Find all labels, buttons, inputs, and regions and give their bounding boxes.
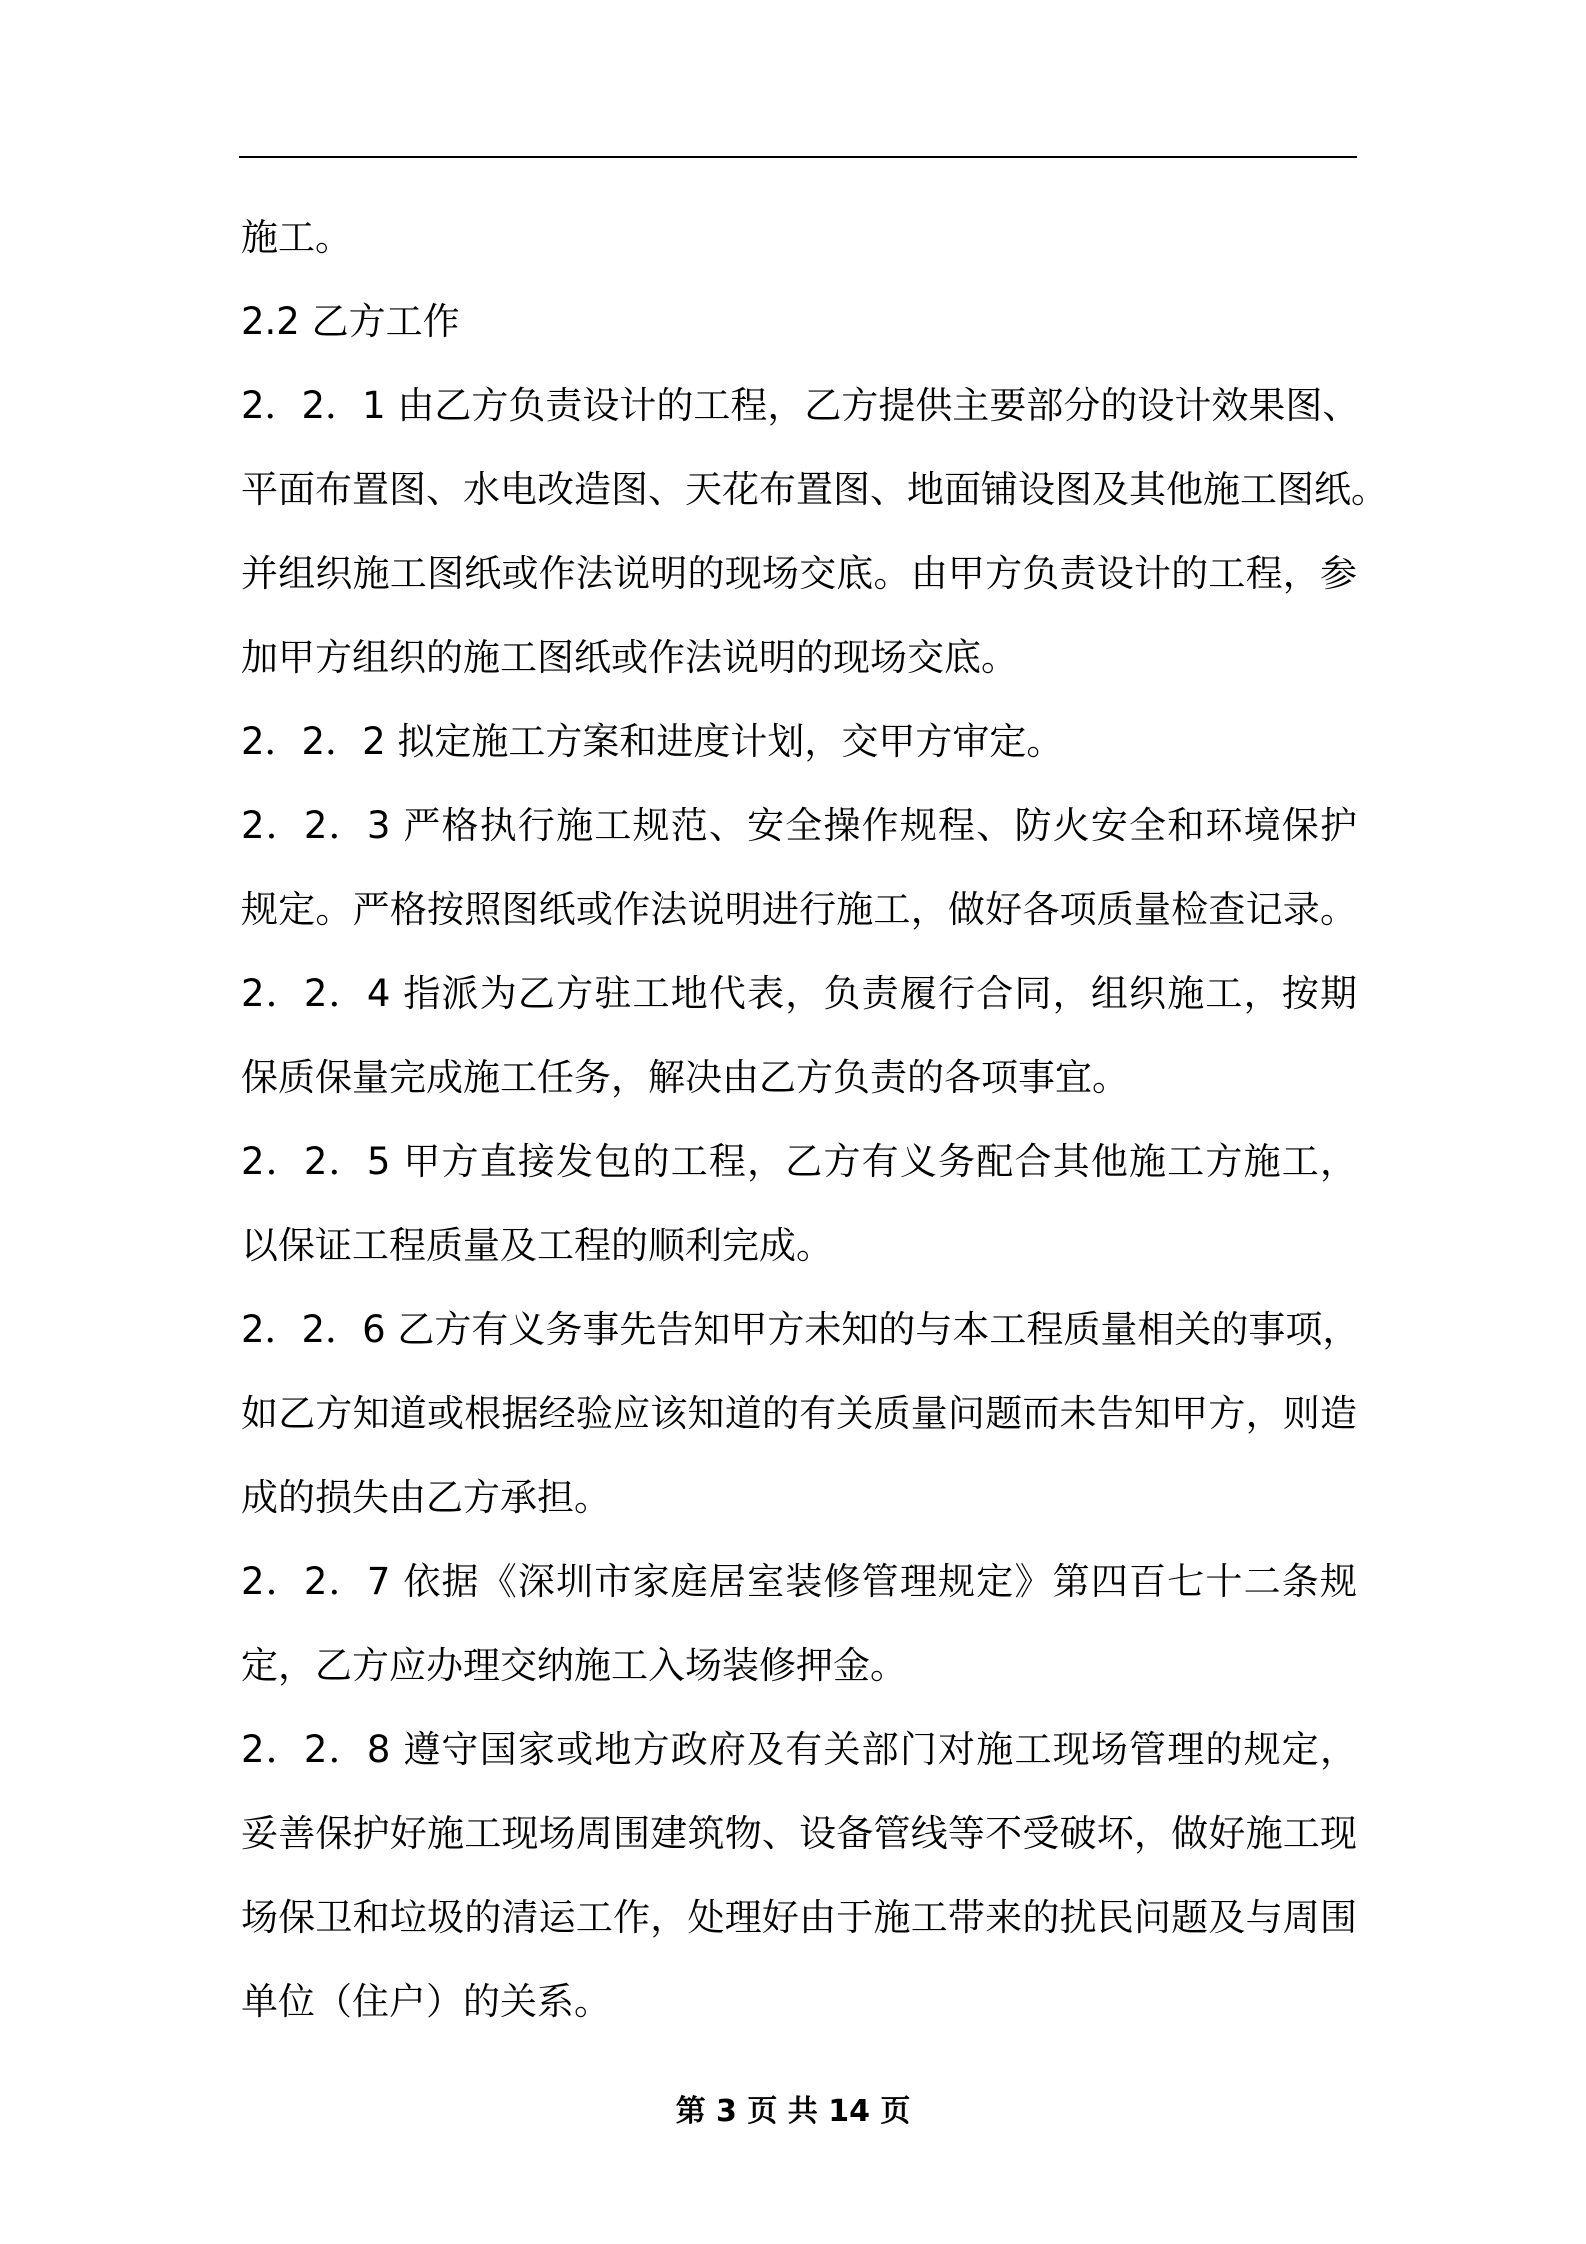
text-line: 加甲方组织的施工图纸或作法说明的现场交底。 bbox=[241, 636, 1018, 679]
document-body bbox=[241, 196, 1388, 2044]
text-line: 以保证工程质量及工程的顺利完成。 bbox=[241, 1224, 833, 1267]
text-line: 2．2．3 严格执行施工规范、安全操作规程、防火安全和环境保护 bbox=[241, 804, 1357, 847]
text-line: 2．2．7 依据《深圳市家庭居室装修管理规定》第四百七十二条规 bbox=[241, 1560, 1357, 1603]
text-line: 2．2．4 指派为乙方驻工地代表，负责履行合同，组织施工，按期 bbox=[241, 972, 1357, 1015]
text-line: 单位（住户）的关系。 bbox=[241, 1980, 611, 2023]
text-line: 2．2．2 拟定施工方案和进度计划，交甲方审定。 bbox=[241, 720, 1064, 763]
text-line: 场保卫和垃圾的清运工作，处理好由于施工带来的扰民问题及与周围 bbox=[241, 1896, 1357, 1939]
page-number: 第 3 页 共 14 页 bbox=[675, 2094, 911, 2129]
text-line: 成的损失由乙方承担。 bbox=[241, 1476, 611, 1519]
text-line: 2．2．5 甲方直接发包的工程，乙方有义务配合其他施工方施工， bbox=[241, 1140, 1357, 1183]
text-line: 并组织施工图纸或作法说明的现场交底。由甲方负责设计的工程，参 bbox=[241, 552, 1357, 595]
text-line: 如乙方知道或根据经验应该知道的有关质量问题而未告知甲方，则造 bbox=[241, 1392, 1357, 1435]
text-line: 施工。 bbox=[241, 216, 352, 259]
text-line: 2．2．6 乙方有义务事先告知甲方未知的与本工程质量相关的事项， bbox=[241, 1308, 1360, 1351]
text-line: 平面布置图、水电改造图、天花布置图、地面铺设图及其他施工图纸。 bbox=[241, 468, 1388, 511]
section-heading: 2.2 乙方工作 bbox=[241, 300, 460, 343]
text-line: 规定。严格按照图纸或作法说明进行施工，做好各项质量检查记录。 bbox=[241, 888, 1357, 931]
header-rule bbox=[239, 156, 1357, 158]
text-line: 定，乙方应办理交纳施工入场装修押金。 bbox=[241, 1644, 907, 1687]
text-line: 2．2．1 由乙方负责设计的工程，乙方提供主要部分的设计效果图、 bbox=[241, 384, 1360, 427]
text-line: 2．2．8 遵守国家或地方政府及有关部门对施工现场管理的规定， bbox=[241, 1728, 1357, 1771]
text-line: 保质保量完成施工任务，解决由乙方负责的各项事宜。 bbox=[241, 1056, 1129, 1099]
text-line: 妥善保护好施工现场周围建筑物、设备管线等不受破坏，做好施工现 bbox=[241, 1812, 1357, 1855]
